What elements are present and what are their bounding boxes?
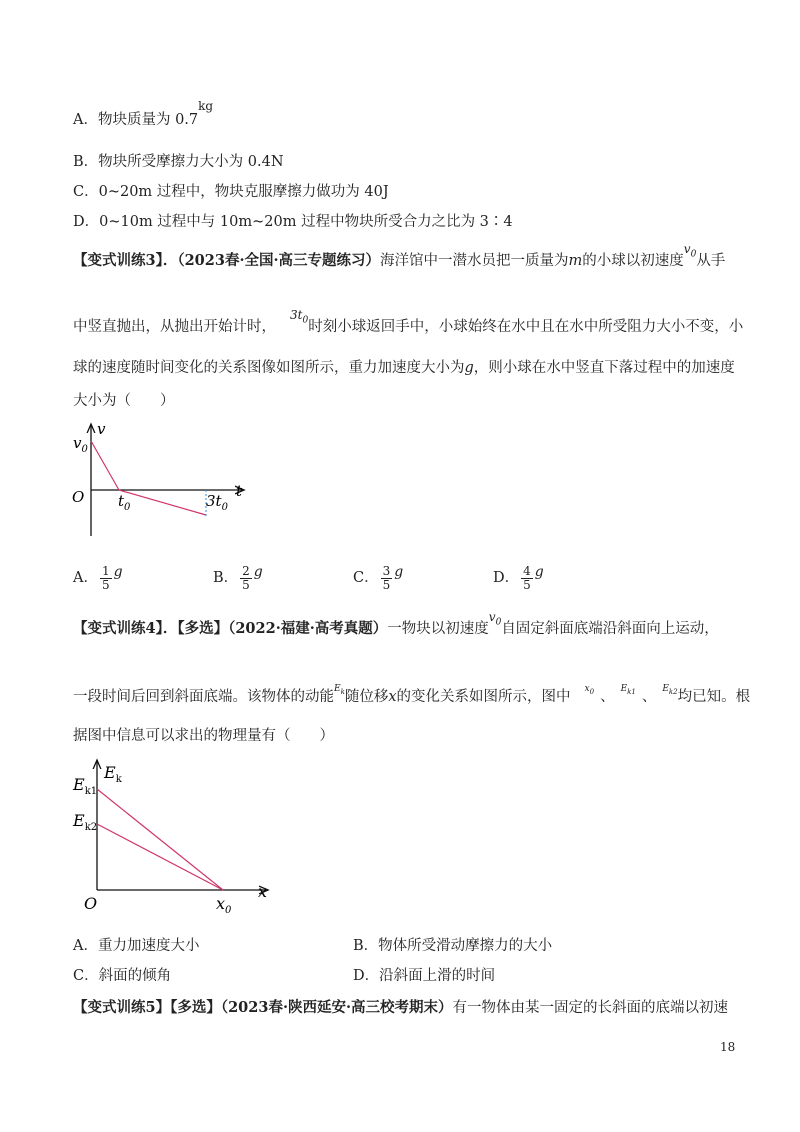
q3-line1 [73, 242, 726, 271]
q3-option-label: A． [73, 570, 98, 586]
q3-text: ，则小球在水中竖直下落过程中的加速度 [473, 360, 735, 376]
q4-text: 一段时间后回到斜面底端。该物体的动能 [73, 689, 334, 705]
q3-3t0-symbol: 3t0 [290, 308, 309, 326]
q3-option-g: g [394, 564, 404, 580]
q4-v0-symbol: v0 [488, 610, 502, 628]
q4-x-label: x [258, 882, 268, 901]
q4-ek1-symbol: Ek1 [620, 684, 636, 696]
q3-v-label: v [97, 420, 106, 438]
q3-line4: 大小为（ ） [73, 393, 175, 409]
q4-ek2-symbol: Ek2 [662, 684, 678, 696]
page-number: 18 [720, 1040, 736, 1054]
q3-option-b [213, 564, 263, 592]
q4-text: 自固定斜面底端沿斜面向上运动， [501, 621, 719, 637]
q3-text: 球的速度随时间变化的关系图像如图所示，重力加速度大小为 [73, 360, 465, 376]
q4-line1 [73, 610, 719, 639]
q4-ek-label: $E_k$ [104, 763, 122, 785]
q4-text: 均已知。根 [677, 689, 751, 705]
q4-option-a: A．重力加速度大小 [73, 938, 200, 954]
q3-option-a [73, 564, 123, 592]
q4-x0-symbol: x0 [584, 684, 595, 696]
q3-text: 时刻小球返回手中，小球始终在水中且在水中所受阻力大小不变，小 [308, 319, 744, 335]
q3-option-fraction: $\frac{3}{5}$ [382, 563, 391, 592]
q4-ek2-label: $E_{k2}$ [73, 811, 98, 833]
q4-origin-label: O [84, 894, 98, 913]
q3-line3 [73, 356, 735, 377]
q3-t0-label: $t_0$ [118, 492, 131, 513]
q3-option-g: g [534, 564, 544, 580]
q3-text: 海洋馆中一潜水员把一质量为 [380, 253, 569, 269]
q3-3t0-label: $3t_0$ [206, 492, 228, 513]
q3-line2 [73, 308, 744, 337]
q4-line-ek1 [97, 789, 223, 890]
q3-curve-up [91, 441, 119, 490]
q3-origin-label: O [72, 488, 85, 506]
q3-mass-symbol: m [568, 253, 583, 269]
q4-x-symbol: x [388, 689, 397, 705]
q4-x0-label: $x_0$ [216, 894, 232, 916]
q4-ek-graph [70, 752, 290, 917]
q4-ek1-label: $E_{k1}$ [73, 775, 98, 797]
q3-g-symbol: g [464, 360, 474, 376]
q3-option-label: D． [493, 570, 520, 586]
q3-option-g: g [253, 564, 263, 580]
q3-option-d [493, 564, 544, 592]
q5-text: 有一物体由某一固定的长斜面的底端以初速 [452, 1000, 729, 1016]
q4-option-d: D．沿斜面上滑的时间 [353, 968, 496, 984]
option-a-prev [73, 99, 214, 129]
q4-text: 随位移 [344, 689, 389, 705]
q4-tag: 【变式训练4】．【多选】（2022·福建·高考真题） [73, 620, 388, 637]
q3-text: 的小球以初速度 [582, 253, 684, 269]
q3-text: 从手 [696, 253, 726, 269]
q3-option-label: C． [353, 570, 379, 586]
q3-curve-down [119, 490, 206, 515]
q4-ek-symbol: Ek [334, 684, 345, 696]
q3-option-fraction: $\frac{2}{5}$ [242, 563, 250, 592]
q4-separator: 、 [641, 689, 657, 705]
q5-tag: 【变式训练5】【多选】（2023春·陕西延安·高三校考期末） [73, 999, 453, 1016]
option-a-text: A．物块质量为 0.7 [73, 112, 199, 128]
q3-option-c [353, 564, 403, 592]
q3-option-label: B． [213, 570, 239, 586]
q4-line2 [73, 684, 750, 706]
q3-v0-symbol: v0 [683, 242, 697, 260]
q4-text: 一物块以初速度 [387, 621, 489, 637]
q4-line3: 据图中信息可以求出的物理量有（ ） [73, 728, 334, 744]
q4-line-ek2 [97, 824, 223, 890]
q3-tag: 【变式训练3】．（2023春·全国·高三专题练习） [73, 252, 381, 269]
option-a-unit: kg [198, 99, 214, 113]
q4-separator: 、 [600, 689, 615, 705]
q4-text: 的变化关系如图所示，图中 [396, 689, 571, 705]
q3-text: 中竖直抛出，从抛出开始计时， [73, 319, 276, 335]
q3-option-fraction: $\frac{1}{5}$ [101, 563, 110, 592]
q3-v0-label: $v_0$ [73, 434, 88, 455]
option-c-prev: C．0~20m 过程中，物块克服摩擦力做功为 40J [73, 184, 389, 200]
q5-line1 [73, 996, 728, 1017]
q4-option-b: B．物体所受滑动摩擦力的大小 [353, 938, 553, 954]
q3-option-fraction: $\frac{4}{5}$ [523, 563, 531, 592]
option-b-prev: B．物块所受摩擦力大小为 0.4N [73, 154, 284, 170]
q4-option-c: C．斜面的倾角 [73, 968, 172, 984]
q3-option-g: g [113, 564, 123, 580]
q3-t-label: t [236, 482, 243, 500]
option-d-prev: D．0~10m 过程中与 10m~20m 过程中物块所受合力之比为 3∶4 [73, 214, 513, 230]
q3-vt-graph [66, 418, 256, 548]
